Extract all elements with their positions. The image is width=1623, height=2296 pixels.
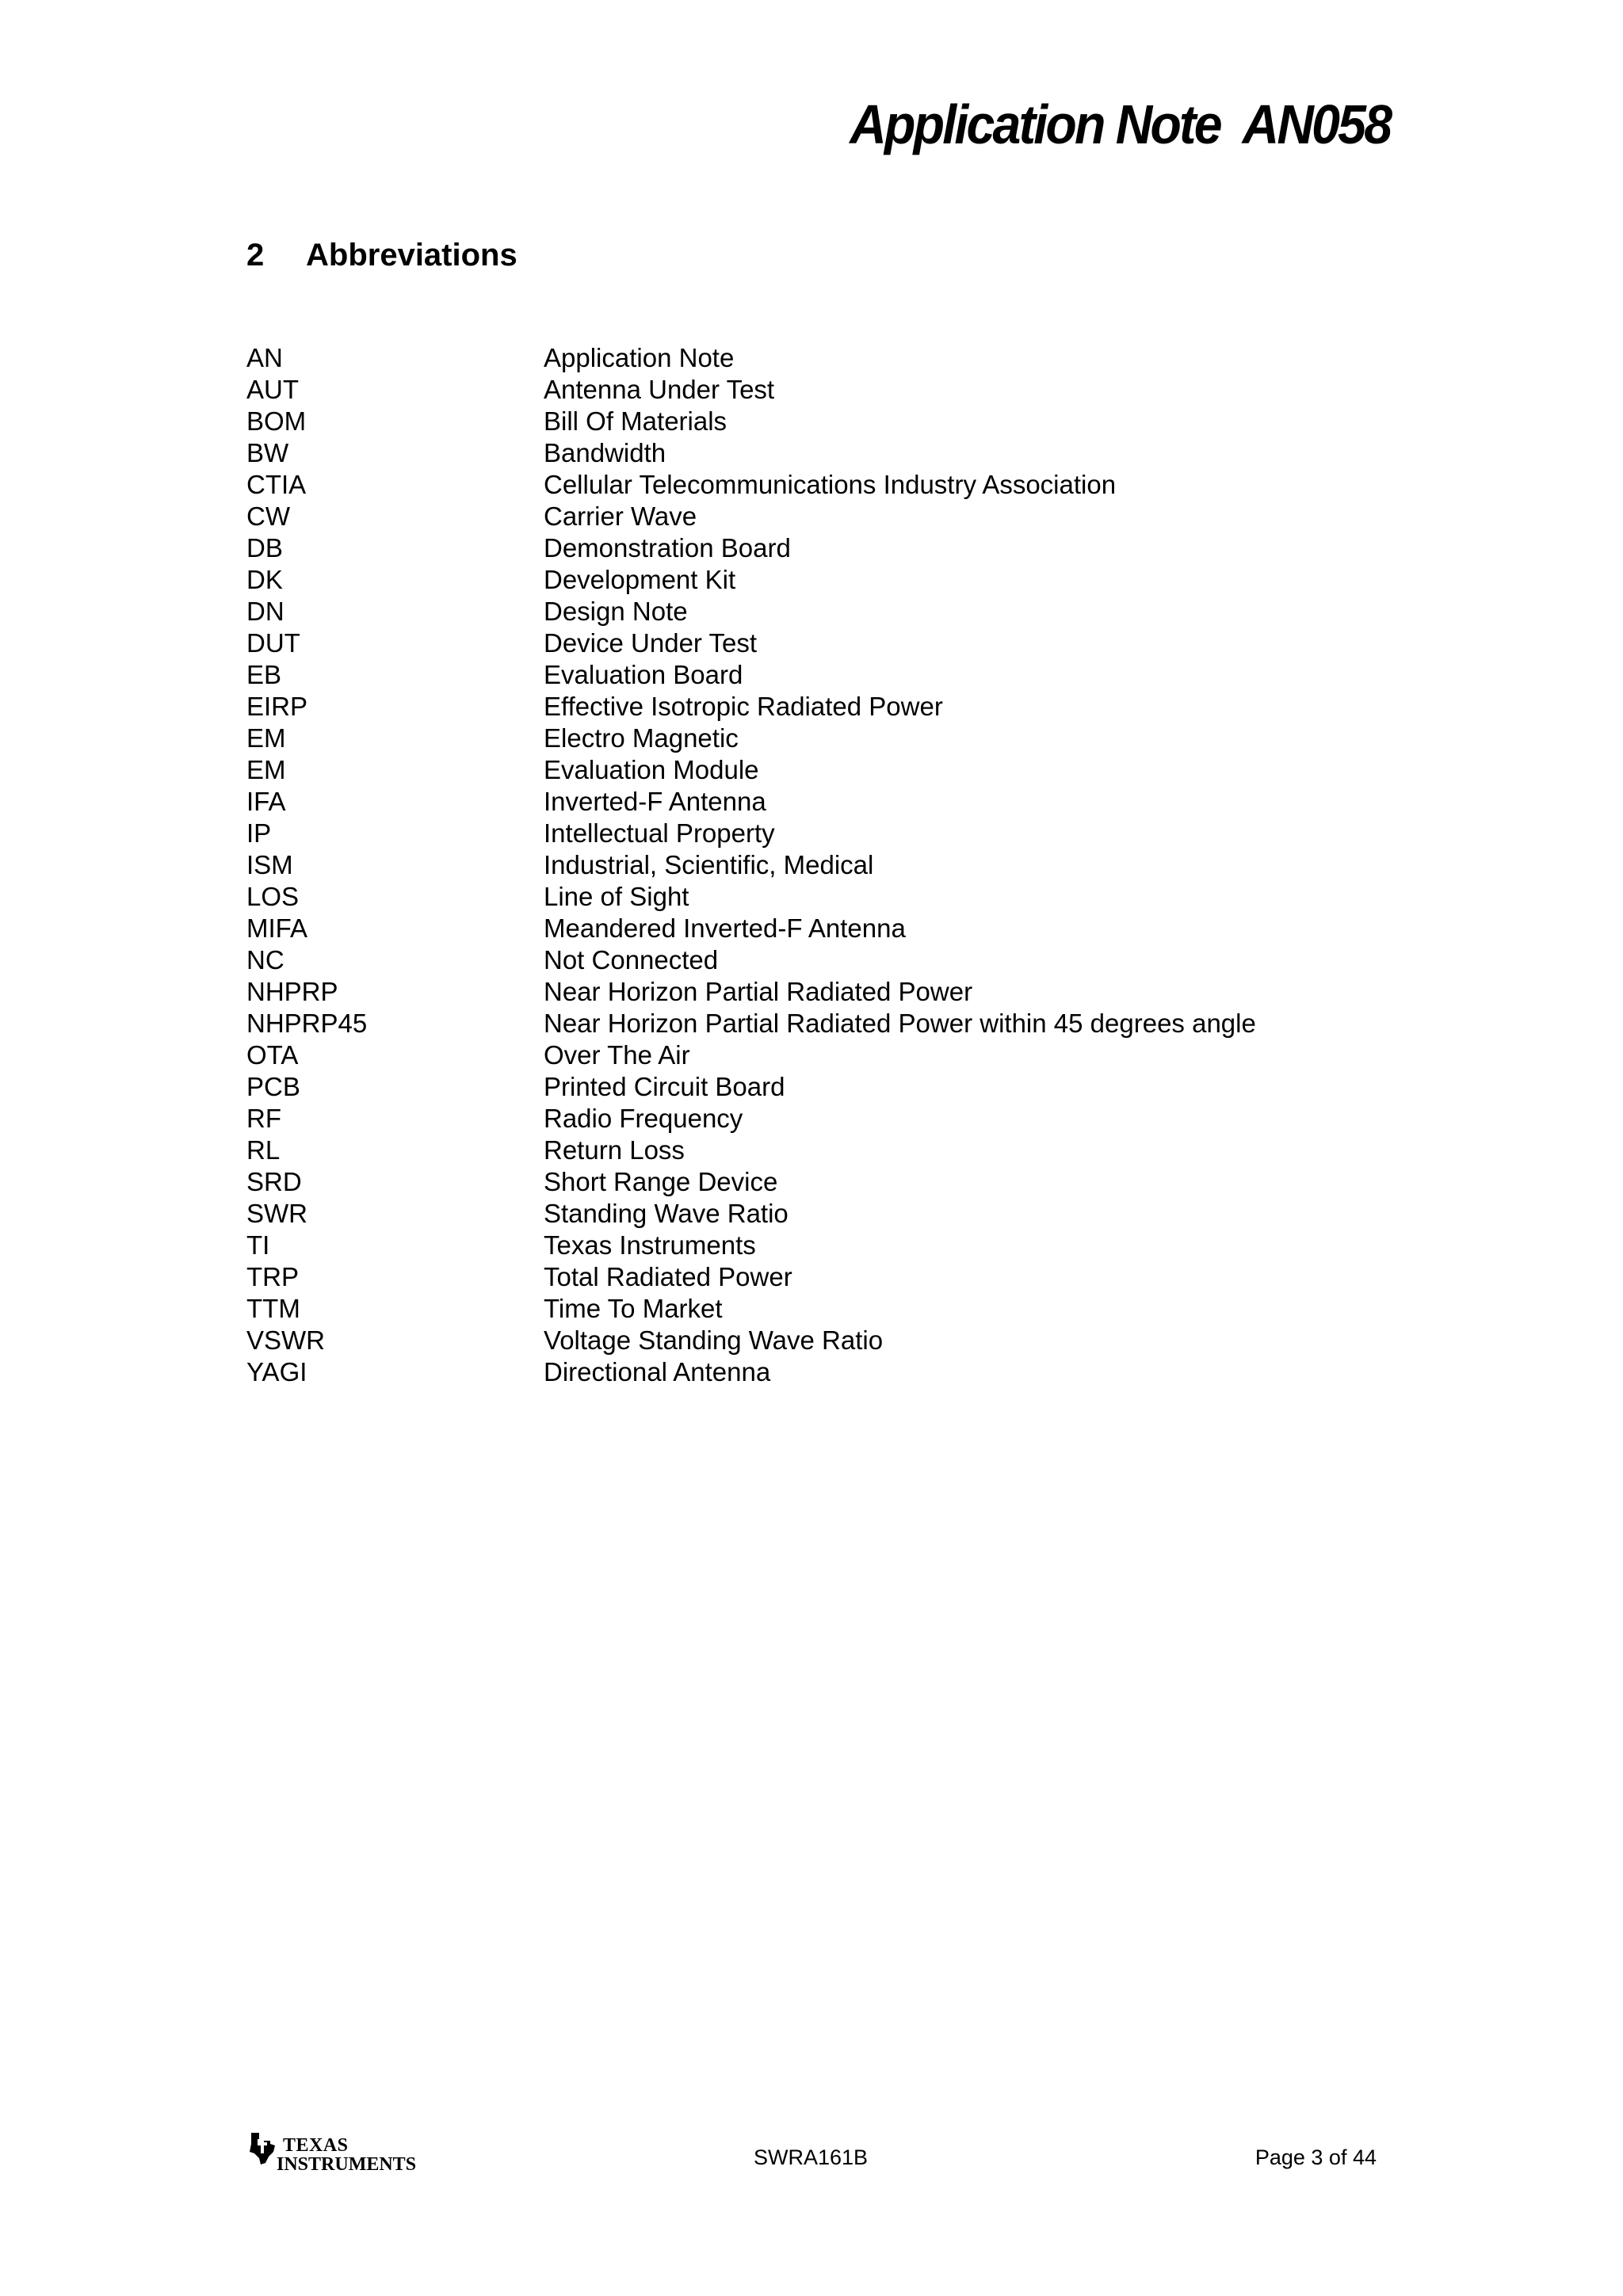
abbreviation-term: RF [246,1104,281,1133]
abbreviation-term: EM [246,723,286,753]
abbreviation-row [246,1071,1396,1103]
abbreviation-definition: Over The Air [544,1040,690,1070]
abbreviation-term: ISM [246,850,293,879]
abbreviation-definition: Cellular Telecommunications Industry Association [544,470,1117,499]
abbreviation-row [246,659,1396,691]
abbreviation-definition: Industrial, Scientific, Medical [544,850,874,879]
abbreviation-definition: Line of Sight [544,882,689,911]
abbreviation-term: OTA [246,1040,299,1070]
abbreviation-row [246,1103,1396,1135]
abbreviation-row [246,1293,1396,1325]
abbreviation-definition: Demonstration Board [544,533,791,563]
abbreviation-row [246,374,1396,406]
logo-wordmark [277,2136,416,2174]
abbreviation-definition: Standing Wave Ratio [544,1199,789,1228]
abbreviation-definition: Return Loss [544,1135,685,1165]
abbreviation-term: DK [246,565,283,594]
abbreviation-definition: Meandered Inverted-F Antenna [544,913,906,943]
abbreviation-definition: Electro Magnetic [544,723,739,753]
texas-instruments-logo [246,2131,417,2179]
abbreviation-definition: Inverted-F Antenna [544,787,766,816]
abbreviation-term: NHPRP [246,977,338,1006]
abbreviation-term: EM [246,755,286,784]
abbreviation-term: YAGI [246,1357,307,1386]
abbreviation-definition: Carrier Wave [544,502,697,531]
abbreviation-row [246,976,1396,1008]
texas-state-icon [246,2131,278,2166]
abbreviation-term: IFA [246,787,286,816]
abbreviation-term: CTIA [246,470,307,499]
abbreviation-term: DUT [246,628,300,658]
abbreviation-term: BW [246,438,289,467]
abbreviation-term: MIFA [246,913,308,943]
abbreviation-term: IP [246,818,272,848]
abbreviation-row [246,1325,1396,1356]
abbreviation-definition: Texas Instruments [544,1230,756,1260]
abbreviation-row [246,406,1396,437]
abbreviation-term: DN [246,597,285,626]
abbreviation-term: EIRP [246,692,308,721]
abbreviation-definition: Voltage Standing Wave Ratio [544,1325,884,1355]
abbreviation-definition: Antenna Under Test [544,375,775,404]
abbreviation-row [246,1008,1396,1039]
abbreviation-definition: Design Note [544,597,688,626]
abbreviation-row [246,1135,1396,1166]
abbreviation-definition: Effective Isotropic Radiated Power [544,692,943,721]
abbreviation-row [246,532,1396,564]
abbreviation-term: DB [246,533,283,563]
abbreviation-row [246,1198,1396,1230]
abbreviation-definition: Evaluation Board [544,660,743,689]
abbreviation-term: CW [246,502,290,531]
abbreviation-row [246,754,1396,786]
abbreviation-row [246,818,1396,849]
abbreviation-term: BOM [246,406,307,436]
abbreviation-definition: Device Under Test [544,628,758,658]
abbreviation-row [246,786,1396,818]
abbreviation-definition: Evaluation Module [544,755,759,784]
abbreviation-definition: Application Note [544,343,735,372]
abbreviation-row [246,913,1396,944]
abbreviation-definition: Bill Of Materials [544,406,727,436]
abbreviation-row [246,723,1396,754]
abbreviation-row [246,1166,1396,1198]
abbreviation-list [246,342,1396,1388]
logo-line-texas: TEXAS [283,2135,349,2156]
abbreviation-term: TI [246,1230,270,1260]
abbreviation-row [246,469,1396,501]
page-number: Page 3 of 44 [1254,2145,1377,2169]
abbreviation-definition: Total Radiated Power [544,1262,792,1291]
page-footer [0,2123,1623,2187]
abbreviation-row [246,691,1396,723]
document-header-title: Application Note AN058 [849,93,1390,155]
section-number: 2 [246,238,265,273]
abbreviation-term: SWR [246,1199,307,1228]
document-id: SWRA161B [754,2145,869,2169]
abbreviation-definition: Directional Antenna [544,1357,771,1386]
abbreviation-term: AN [246,343,283,372]
abbreviation-term: RL [246,1135,281,1165]
abbreviation-row [246,849,1396,881]
abbreviation-definition: Time To Market [544,1294,723,1323]
abbreviation-definition: Near Horizon Partial Radiated Power within 45 degrees angle [544,1009,1256,1038]
abbreviation-definition: Printed Circuit Board [544,1072,785,1101]
abbreviation-row [246,342,1396,374]
abbreviation-definition: Intellectual Property [544,818,775,848]
abbreviation-row [246,627,1396,659]
abbreviation-row [246,881,1396,913]
abbreviation-term: LOS [246,882,300,911]
abbreviation-row [246,596,1396,627]
abbreviation-definition: Development Kit [544,565,736,594]
abbreviation-term: TRP [246,1262,299,1291]
abbreviation-term: PCB [246,1072,300,1101]
abbreviation-row [246,501,1396,532]
abbreviation-term: VSWR [246,1325,325,1355]
abbreviation-row [246,564,1396,596]
abbreviation-term: TTM [246,1294,300,1323]
abbreviation-definition: Not Connected [544,945,719,974]
abbreviation-row [246,1039,1396,1071]
abbreviation-term: EB [246,660,282,689]
section-heading [246,239,517,271]
abbreviation-term: AUT [246,375,299,404]
abbreviation-term: NC [246,945,285,974]
abbreviation-definition: Bandwidth [544,438,666,467]
section-title: Abbreviations [306,238,517,273]
abbreviation-row [246,437,1396,469]
abbreviation-term: SRD [246,1167,302,1196]
abbreviation-row [246,1356,1396,1388]
abbreviation-definition: Radio Frequency [544,1104,743,1133]
abbreviation-row [246,1230,1396,1261]
abbreviation-definition: Short Range Device [544,1167,778,1196]
logo-line-instruments: INSTRUMENTS [277,2154,417,2175]
abbreviation-row [246,944,1396,976]
abbreviation-row [246,1261,1396,1293]
abbreviation-definition: Near Horizon Partial Radiated Power [544,977,973,1006]
abbreviation-term: NHPRP45 [246,1009,368,1038]
